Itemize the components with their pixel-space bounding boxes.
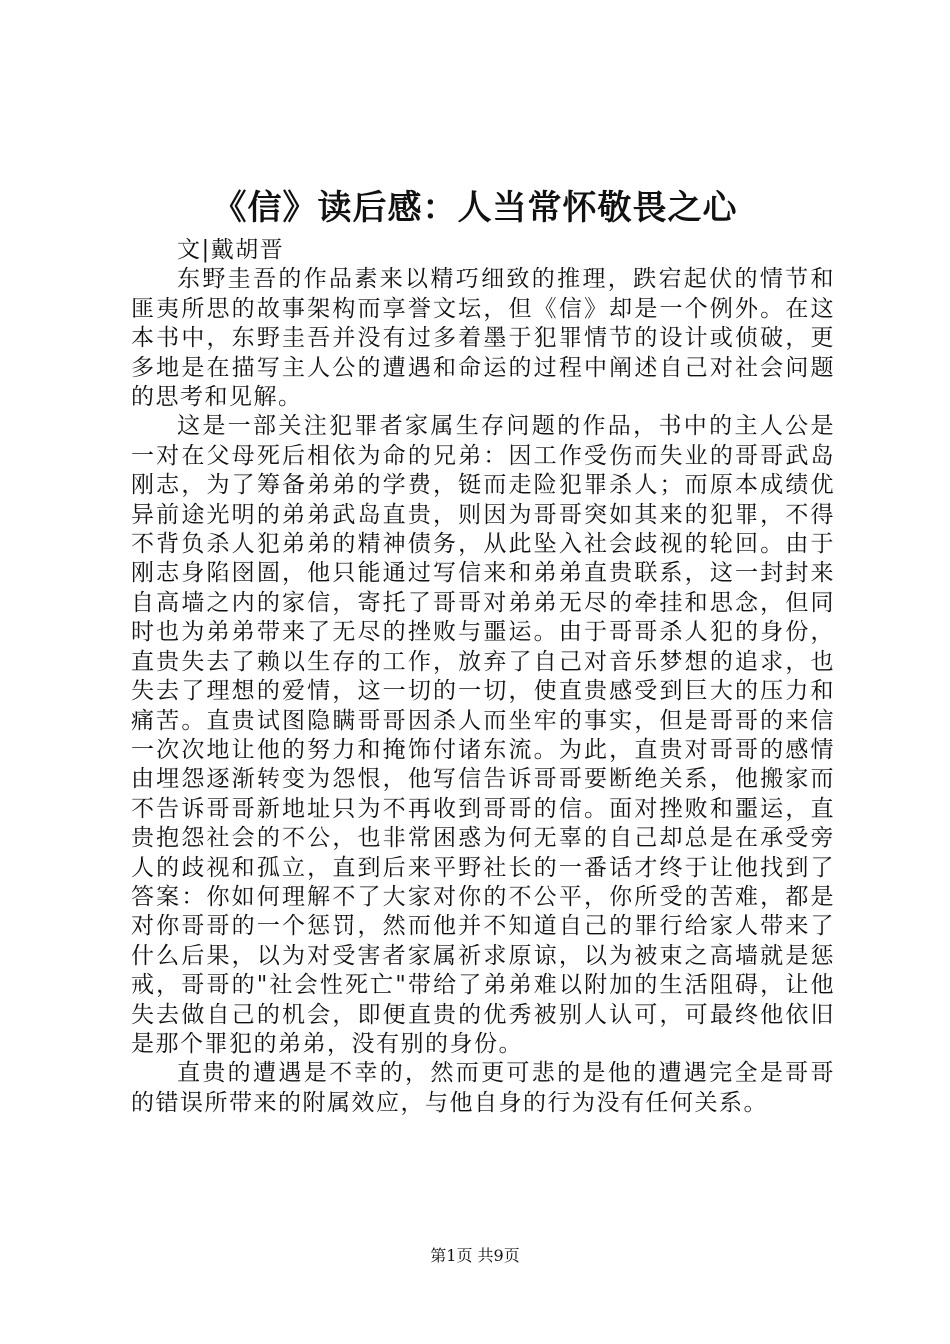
page-footer: 第1页 共9页 <box>430 1246 520 1265</box>
paragraph-1: 东野圭吾的作品素来以精巧细致的推理，跌宕起伏的情节和匪夷所思的故事架构而享誉文坛，但《信》却是一个例外。在这本书中，东野圭吾并没有过多着墨于犯罪情节的设计或侦破，更多地是在描写主人公的遭遇和命运的过程中阐述自己对社会问题的思考和见解。 <box>131 266 835 411</box>
paragraph-3: 直贵的遭遇是不幸的，然而更可悲的是他的遭遇完全是哥哥的错误所带来的附属效应，与他自身的行为没有任何关系。 <box>131 1060 835 1116</box>
paragraph-2: 这是一部关注犯罪者家属生存问题的作品，书中的主人公是一对在父母死后相依为命的兄弟：因工作受伤而失业的哥哥武岛刚志，为了筹备弟弟的学费，铤而走险犯罪杀人；而原本成绩优异前途光明的弟弟武岛直贵，则因为哥哥突如其来的犯罪，不得不背负杀人犯弟弟的精神债务，从此坠入社会歧视的轮回。由于刚志身陷囹圄，他只能通过写信来和弟弟直贵联系，这一封封来自高墙之内的家信，寄托了哥哥对弟弟无尽的牵挂和思念，但同时也为弟弟带来了无尽的挫败与噩运。由于哥哥杀人犯的身份，直贵失去了赖以生存的工作，放弃了自己对音乐梦想的追求，也失去了理想的爱情，这一切的一切，使直贵感受到巨大的压力和痛苦。直贵试图隐瞒哥哥因杀人而坐牢的事实，但是哥哥的来信一次次地让他的努力和掩饰付诸东流。为此，直贵对哥哥的感情由埋怨逐渐转变为怨恨，他写信告诉哥哥要断绝关系，他搬家而不告诉哥哥新地址只为不再收到哥哥的信。面对挫败和噩运，直贵抱怨社会的不公，也非常困惑为何无辜的自己却总是在承受旁人的歧视和孤立，直到后来平野社长的一番话才终于让他找到了答案：你如何理解不了大家对你的不公平，你所受的苦难，都是对你哥哥的一个惩罚，然而他并不知道自己的罪行给家人带来了什么后果，以为对受害者家属祈求原谅，以为被束之高墙就是惩戒，哥哥的"社会性死亡"带给了弟弟难以附加的生活阻碍，让他失去做自己的机会，即便直贵的优秀被别人认可，可最终他依旧是那个罪犯的弟弟，没有别的身份。 <box>131 413 835 1057</box>
document-title: 《信》读后感：人当常怀敬畏之心 <box>212 188 738 228</box>
author-line: 文|戴胡晋 <box>177 237 285 263</box>
document-body <box>131 236 835 1118</box>
